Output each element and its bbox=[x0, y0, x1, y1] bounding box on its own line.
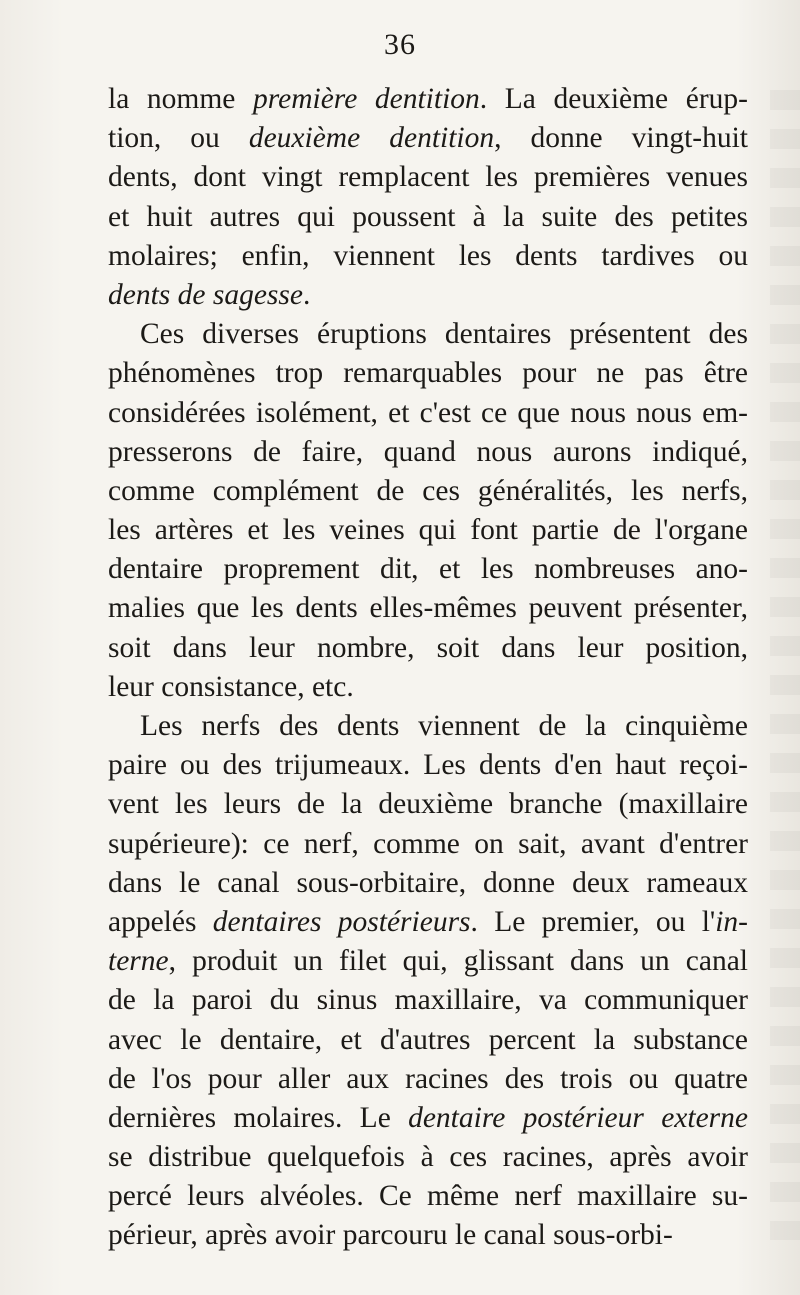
italic-text: dentaire postérieur externe bbox=[408, 1101, 748, 1134]
text-segment: les artères et les veines qui font partie de l'organe bbox=[108, 514, 748, 547]
text-line bbox=[108, 825, 748, 864]
text-line bbox=[108, 1138, 748, 1177]
text-segment: se distribue quelquefois à ces racines, après avoir bbox=[108, 1141, 748, 1174]
text-line bbox=[108, 1060, 748, 1099]
text-segment: vent les leurs de la deuxième branche (maxillaire bbox=[108, 788, 748, 821]
body-text bbox=[108, 80, 748, 1256]
text-line bbox=[108, 158, 748, 197]
text-line bbox=[108, 668, 748, 707]
text-line bbox=[108, 981, 748, 1020]
text-segment: percé leurs alvéoles. Ce même nerf maxillaire su- bbox=[108, 1180, 748, 1213]
text-segment: comme complément de ces généralités, les nerfs, bbox=[108, 474, 748, 507]
text-line bbox=[108, 394, 748, 433]
text-segment: et huit autres qui poussent à la suite des petites bbox=[108, 200, 748, 233]
text-segment: molaires; enfin, viennent les dents tardives ou bbox=[108, 239, 748, 272]
text-segment: considérées isolément, et c'est ce que nous nous em- bbox=[108, 396, 748, 429]
text-line bbox=[108, 864, 748, 903]
text-line bbox=[108, 276, 748, 315]
text-segment: appelés bbox=[108, 905, 213, 938]
text-line bbox=[108, 511, 748, 550]
text-line bbox=[108, 629, 748, 668]
text-line bbox=[108, 746, 748, 785]
text-line bbox=[108, 707, 748, 746]
text-line bbox=[108, 315, 748, 354]
text-segment: dents, dont vingt remplacent les premières venues bbox=[108, 161, 748, 194]
text-line bbox=[108, 1021, 748, 1060]
text-segment: supérieure): ce nerf, comme on sait, avant d'entrer bbox=[108, 827, 748, 860]
text-segment: dentaire proprement dit, et les nombreuses ano- bbox=[108, 553, 748, 586]
text-segment: tion, ou bbox=[108, 122, 249, 155]
text-segment: , donne vingt-huit bbox=[494, 122, 748, 155]
page-number: 36 bbox=[384, 28, 416, 61]
text-line bbox=[108, 80, 748, 119]
text-segment: la nomme bbox=[108, 83, 253, 115]
text-segment: . La deuxième érup- bbox=[479, 83, 748, 115]
text-line bbox=[108, 589, 748, 628]
text-segment: soit dans leur nombre, soit dans leur position, bbox=[108, 631, 748, 664]
text-segment: dernières molaires. Le bbox=[108, 1101, 409, 1134]
text-segment: paire ou des trijumeaux. Les dents d'en haut reçoi- bbox=[108, 749, 748, 782]
text-segment: avec le dentaire, et d'autres percent la substance bbox=[108, 1023, 748, 1056]
text-line bbox=[108, 785, 748, 824]
text-line bbox=[108, 433, 748, 472]
text-segment: phénomènes trop remarquables pour ne pas être bbox=[108, 357, 748, 390]
text-line bbox=[108, 1177, 748, 1216]
text-line bbox=[108, 119, 748, 158]
text-segment: , produit un filet qui, glissant dans un canal bbox=[168, 945, 748, 978]
text-segment: Ces diverses éruptions dentaires présentent des bbox=[140, 318, 748, 351]
text-line bbox=[108, 550, 748, 589]
text-line bbox=[108, 472, 748, 511]
italic-text: terne bbox=[108, 945, 169, 978]
text-line bbox=[108, 354, 748, 393]
italic-text: première dentition bbox=[252, 83, 480, 115]
text-segment: malies que les dents elles-mêmes peuvent présenter, bbox=[108, 592, 748, 625]
text-segment: Les nerfs des dents viennent de la cinquième bbox=[140, 710, 748, 742]
text-segment: . Le premier, ou l' bbox=[470, 905, 716, 938]
italic-text: in- bbox=[715, 905, 748, 938]
show-through-bleed bbox=[770, 90, 800, 1240]
text-segment: périeur, après avoir parcouru le canal sous-orbi- bbox=[108, 1219, 673, 1252]
italic-text: deuxième dentition bbox=[248, 122, 495, 155]
text-line bbox=[108, 198, 748, 237]
text-line bbox=[108, 903, 748, 942]
text-line bbox=[108, 1099, 748, 1138]
text-segment: de la paroi du sinus maxillaire, va communiquer bbox=[108, 984, 748, 1017]
text-segment: . bbox=[303, 278, 311, 311]
text-segment: de l'os pour aller aux racines des trois ou quatre bbox=[108, 1062, 748, 1095]
text-segment: presserons de faire, quand nous aurons indiqué, bbox=[108, 435, 748, 468]
text-segment: leur consistance, etc. bbox=[108, 670, 354, 703]
text-line bbox=[108, 942, 748, 981]
italic-text: dentaires postérieurs bbox=[212, 905, 471, 938]
text-line bbox=[108, 237, 748, 276]
text-segment: dans le canal sous-orbitaire, donne deux rameaux bbox=[108, 866, 748, 899]
italic-text: dents de sagesse bbox=[108, 278, 303, 311]
text-line bbox=[108, 1216, 748, 1255]
